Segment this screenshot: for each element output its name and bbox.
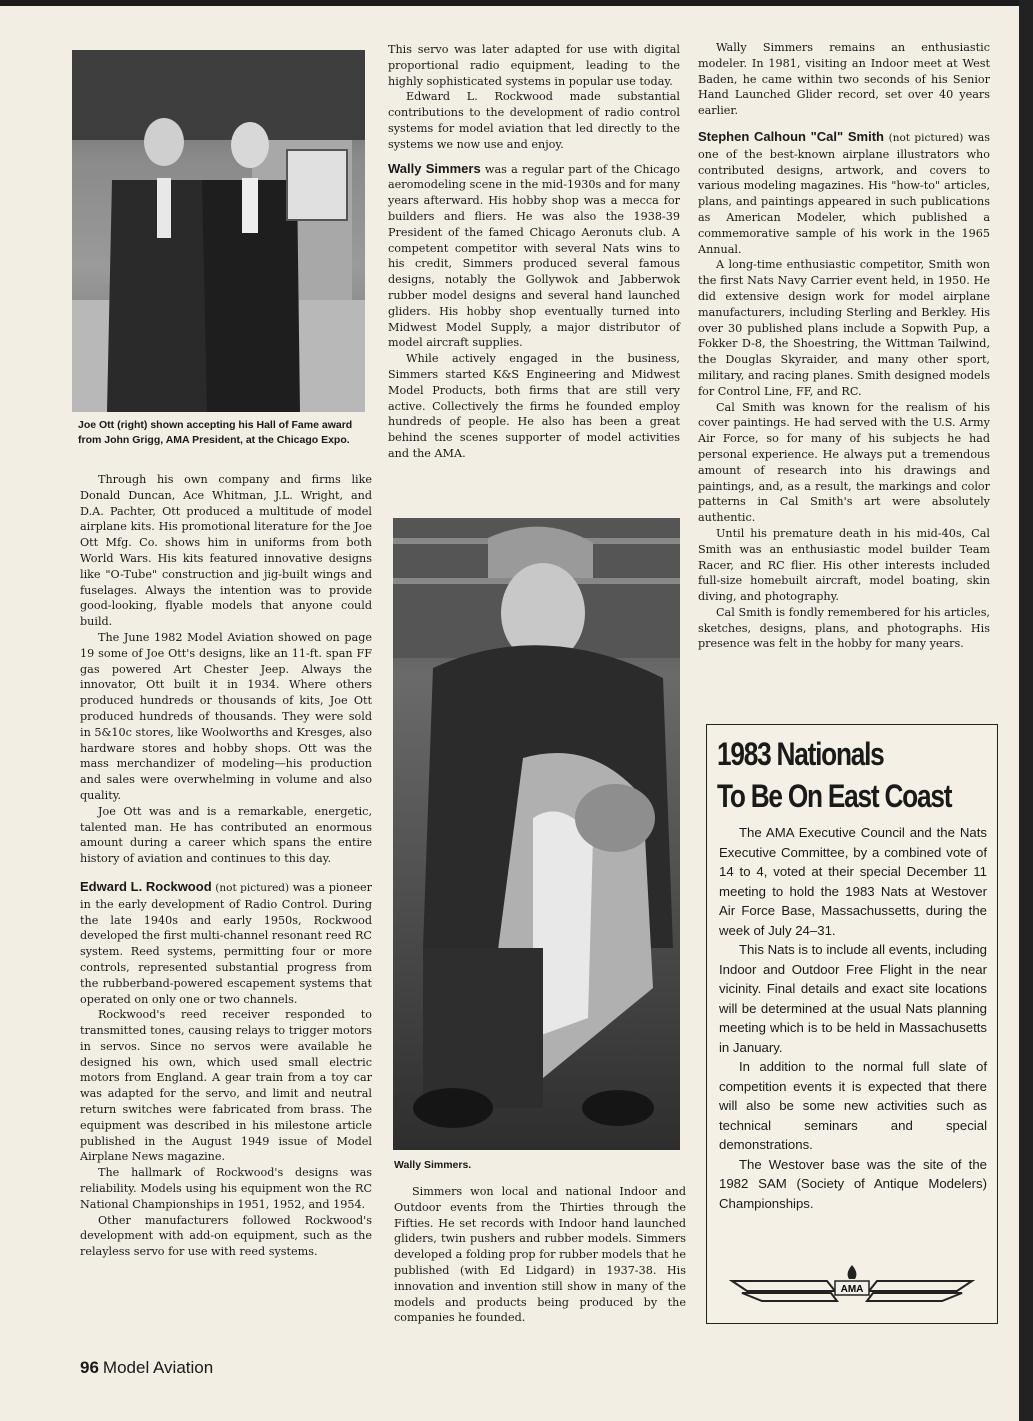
smith-paragraph-4: Until his premature death in his mid-40s, Cal Smith was an enthusiastic model builder Team Racer, and RC flier. His other interests included full-size homebuilt aircraft, model boating, skin diving, and photography.	[698, 526, 990, 604]
page-edge-top	[0, 0, 1033, 6]
simmers-dog-photo-icon	[393, 518, 680, 1150]
smith-paragraph-1: was one of the best-known airplane illustrators who contributed designs, artwork, and covers to various modeling magazines. His "how-to" articles, plans, and paintings appeared in such publications as American Modeler, which published a commemorative sample of his work in the 1965 Annual.	[698, 130, 990, 256]
nationals-body	[719, 823, 987, 1213]
col2-paragraph-2: Edward L. Rockwood made substantial contributions to the development of radio control systems for model aviation that led directly to the systems we now use and enjoy.	[388, 90, 680, 151]
award-photo-icon	[72, 50, 365, 412]
column-1	[80, 472, 372, 1260]
nationals-paragraph-4: The Westover base was the site of the 1982 SAM (Society of Antique Modelers) Championships.	[719, 1156, 987, 1211]
ott-paragraph-3: Joe Ott was and is a remarkable, energetic, talented man. He has contributed an enormous amount during a career which spans the entire history of aviation and continues to this day.	[80, 804, 372, 866]
magazine-title: Model Aviation	[102, 1358, 214, 1377]
smith-note: (not pictured)	[888, 131, 964, 144]
simmers-paragraph-1: was a regular part of the Chicago aeromodeling scene in the mid-1930s and for many years afterward. His hobby shop was a mecca for builders and fliers. He was also the 1938-39 President of the famed Chicago Aeronuts club. A competent competitor with several Nats wins to his credit, Simmers produced several famous designs, notably the Gollywok and Jabberwok rubber model designs and several hand launched gliders. His hobby shop eventually turned into Midwest Model Supply, a major distributor of model aircraft supplies.	[388, 162, 680, 350]
column-2-bottom	[394, 1184, 686, 1326]
page-footer	[80, 1358, 213, 1378]
smith-paragraph-2: A long-time enthusiastic competitor, Smith won the first Nats Navy Carrier event held, in 1950. He did extensive design work for model airplane manufacturers, including Sterling and Berkley. His over 30 published plans include a Sopwith Pup, a Fokker D-8, the Shoestring, the Wittman Tailwind, the Douglas Skyraider, and many other sport, military, and racing planes. Smith designed models for Control Line, FF, and RC.	[698, 258, 990, 398]
nationals-headline	[717, 733, 952, 817]
simmers-paragraph-3: Simmers won local and national Indoor and Outdoor events from the Thirties through the Fifties. He set records with Indoor hand launched gliders, twin pushers and rubber models. Simmers developed a folding prop for rubber models that he published (with Ed Lidgard) in 1937-38. His innovation and invention still show in many of the models and products being produced by the companies he founded.	[394, 1185, 686, 1325]
nationals-paragraph-3: In addition to the normal full slate of competition events it is expected that there will also be some new activities such as technical seminars and special demonstrations.	[719, 1059, 987, 1152]
nationals-announcement-box	[706, 724, 998, 1324]
nationals-paragraph-2: This Nats is to include all events, including Indoor and Outdoor Free Flight in the near vicinity. Final details and exact site locations will be determined at the usual Nats planning meeting which is to be held in Massachusetts in January.	[719, 942, 987, 1055]
simmers-paragraph-4: Wally Simmers remains an enthusiastic modeler. In 1981, visiting an Indoor meet at West Baden, he came within two seconds of his Senior Hand Launched Glider record, set over 40 years earlier.	[698, 41, 990, 118]
rockwood-paragraph-3: The hallmark of Rockwood's designs was reliability. Models using his equipment won the RC National Championships in 1951, 1952, and 1954.	[80, 1166, 372, 1211]
column-3	[698, 40, 990, 652]
joe-ott-photo-caption: Joe Ott (right) shown accepting his Hall of Fame award from John Grigg, AMA President, at the Chicago Expo.	[78, 419, 353, 446]
ott-paragraph-1: Through his own company and firms like Donald Duncan, Ace Whitman, J.L. Wright, and D.A. Pachter, Ott produced a multitude of model airplane kits. His promotional literature for the Joe Ott Mfg. Co. shows him in uniforms from both World Wars. His kits featured innovative designs like "O-Tube" construction and jig-built wings and fuselages. Always the intention was to provide good-looking, flyable models that anyone could build.	[80, 473, 372, 629]
simmers-heading: Wally Simmers	[388, 160, 481, 176]
ott-paragraph-2: The June 1982 Model Aviation showed on page 19 some of Joe Ott's designs, like an 11-ft. span FF gas powered Art Chester Jeep. Always the innovator, Ott built it in 1934. Where others produced hundreds or thousands of kits, Joe Ott produced hundreds of thousands. They were sold in 5&10c stores, like Woolworths and Kresges, also hardware stores and hobby shops. Ott was the mass merchandizer of modeling—his production and sales were overwhelming in volume and also quality.	[80, 630, 372, 802]
simmers-paragraph-2: While actively engaged in the business, Simmers started K&S Engineering and Midwest Model Products, both firms that are still very active. Collectively the firms he founded employ hundreds of people. He also has been a great behind the scenes supporter of model activities and the AMA.	[388, 352, 680, 460]
simmers-photo-caption: Wally Simmers.	[394, 1159, 472, 1171]
page-edge-right	[1019, 0, 1033, 1421]
column-2-top	[388, 42, 680, 462]
joe-ott-award-photo	[72, 50, 365, 412]
smith-intro	[698, 129, 990, 257]
rockwood-note: (not pictured)	[215, 881, 290, 894]
headline-line-1: 1983 Nationals	[717, 736, 884, 772]
nationals-paragraph-1: The AMA Executive Council and the Nats Executive Committee, by a combined vote of 14 to 4, voted at their special December 11 meeting to hold the 1983 Nats at Westover Air Force Base, Massachussetts, during the week of July 24–31.	[719, 825, 987, 938]
smith-paragraph-5: Cal Smith is fondly remembered for his articles, sketches, designs, plans, and photographs. His presence was felt in the hobby for many years.	[698, 605, 990, 651]
col2-paragraph-1: This servo was later adapted for use with digital proportional radio equipment, leading to the highly sophisticated systems in popular use today.	[388, 43, 680, 88]
wally-simmers-photo	[393, 518, 680, 1150]
rockwood-paragraph-4: Other manufacturers followed Rockwood's development with add-on equipment, such as the relayless servo for use with reed systems.	[80, 1213, 372, 1259]
headline-line-2: To Be On East Coast	[717, 778, 952, 814]
ama-wings-logo-icon	[727, 1263, 977, 1313]
rockwood-heading: Edward L. Rockwood	[80, 878, 212, 894]
page-number: 96	[80, 1358, 99, 1377]
rockwood-paragraph-1: was a pioneer in the early development of Radio Control. During the late 1940s and early 1950s, Rockwood developed the first multi-channel resonant reed RC system. Reed systems, permitting four or more controls, represented substantial progress from the rubberband-powered escapement systems that operated on only one or two channels.	[80, 880, 372, 1006]
smith-heading: Stephen Calhoun "Cal" Smith	[698, 128, 884, 144]
rockwood-paragraph-2: Rockwood's reed receiver responded to transmitted tones, causing relays to trigger motors in servos. Since no servos were available he designed his own, which used small electric motors from England. A gear train from a toy car was adapted for the servo, and limit and neutral return switches were fabricated from brass. The equipment was described in his milestone article published in the August 1949 issue of Model Airplane News magazine.	[80, 1008, 372, 1164]
simmers-intro	[388, 161, 680, 352]
smith-paragraph-3: Cal Smith was known for the realism of his cover paintings. He had served with the U.S. Army Air Force, so for many of his subjects he had personal experience. He always put a tremendous amount of research into his drawings and paintings, and, as a result, the markings and color patterns in Cal Smith's art were absolutely authentic.	[698, 400, 990, 525]
ama-logo-text: AMA	[840, 1284, 864, 1295]
rockwood-intro	[80, 879, 372, 1007]
